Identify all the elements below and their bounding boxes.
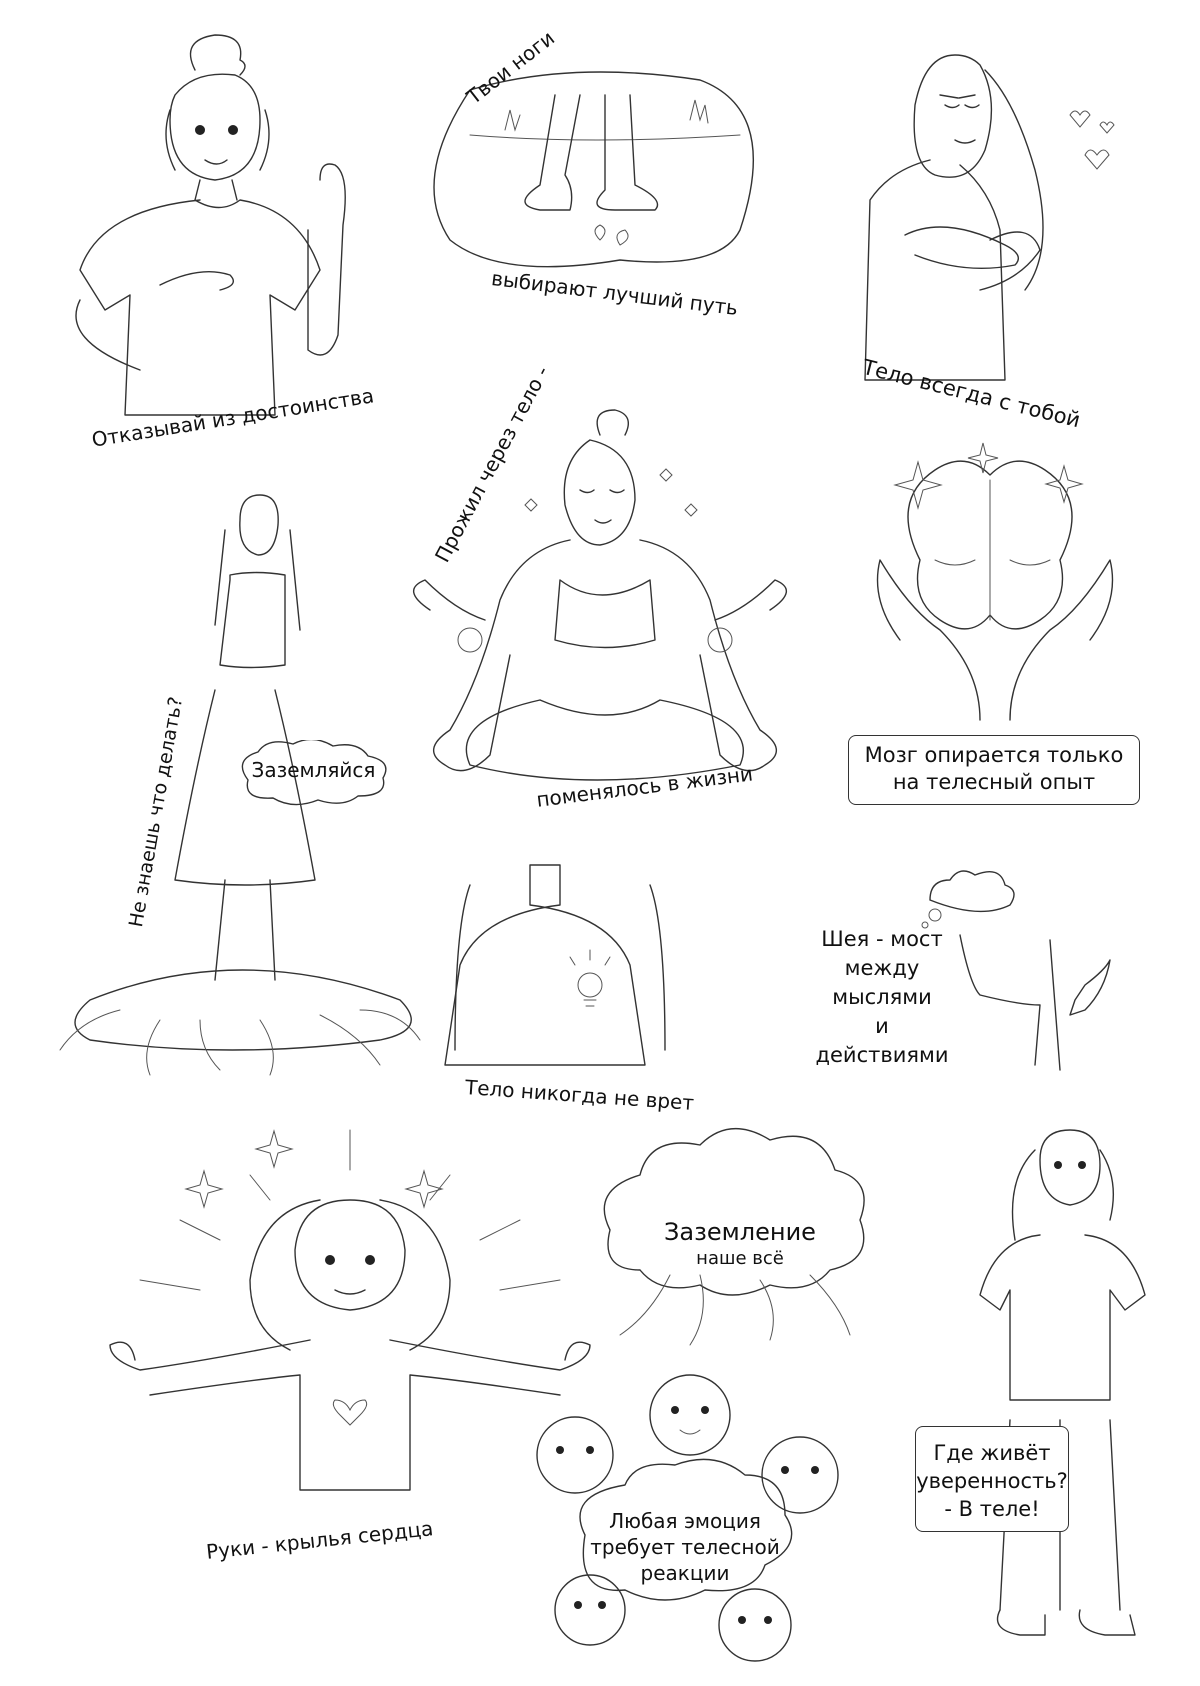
self-hug-woman-illustration: [865, 55, 1114, 380]
sticker-body-always-caption: Тело всегда с тобой: [860, 355, 1083, 433]
confidence-caption-line3: - В теле!: [944, 1497, 1040, 1521]
emotion-caption-line2: требует телесной: [590, 1535, 780, 1559]
neck-caption-line2: между: [844, 956, 920, 980]
brain-caption-line2: на телесный опыт: [892, 770, 1096, 794]
grounding-title: Заземление: [664, 1218, 816, 1246]
neck-caption-line1: Шея - мост: [821, 927, 943, 951]
sticker-legs-caption-top: Твои ноги: [462, 25, 560, 109]
sticker-never-lies-caption: Тело никогда не врет: [464, 1075, 695, 1115]
confident-woman-illustration: [980, 1130, 1145, 1635]
ground-yourself-label: Заземляйся: [251, 758, 376, 782]
confidence-caption-box: [915, 1426, 1069, 1532]
woman-refusing-illustration: [76, 35, 345, 415]
confidence-caption-line1: Где живёт: [933, 1441, 1051, 1465]
sticker-refuse-caption: Отказывай из достоинства: [90, 383, 376, 452]
emotion-caption-line1: Любая эмоция: [609, 1509, 761, 1533]
sticker-lived-caption-top: Прожил через тело -: [430, 361, 554, 567]
brain-caption-line1: Мозг опирается только: [864, 743, 1124, 767]
sticker-lived-caption-bottom: поменялось в жизни: [535, 761, 755, 812]
neck-caption-line4: и: [875, 1014, 889, 1038]
neck-caption-line3: мыслями: [832, 985, 932, 1009]
sticker-dont-know-caption: Не знаешь что делать?: [125, 695, 188, 929]
meditating-woman-illustration: [414, 410, 787, 780]
brain-in-hands-illustration: [878, 443, 1113, 720]
sticker-legs-caption-bottom: выбирают лучший путь: [490, 266, 740, 321]
brain-caption-box: [848, 735, 1140, 805]
confidence-caption-line2: уверенность?: [916, 1469, 1068, 1493]
emotion-caption-line3: реакции: [640, 1561, 730, 1585]
sticker-arms-caption: Руки - крылья сердца: [205, 1516, 435, 1564]
neck-caption: [812, 925, 952, 1070]
torso-lightbulb-illustration: [445, 865, 665, 1065]
emotion-caption: [585, 1508, 785, 1586]
grounding-subtitle: наше всё: [696, 1248, 784, 1269]
neck-caption-line5: действиями: [815, 1043, 949, 1067]
grounding-cloud-text: [640, 1218, 840, 1269]
arms-wide-woman-illustration: [110, 1130, 590, 1490]
